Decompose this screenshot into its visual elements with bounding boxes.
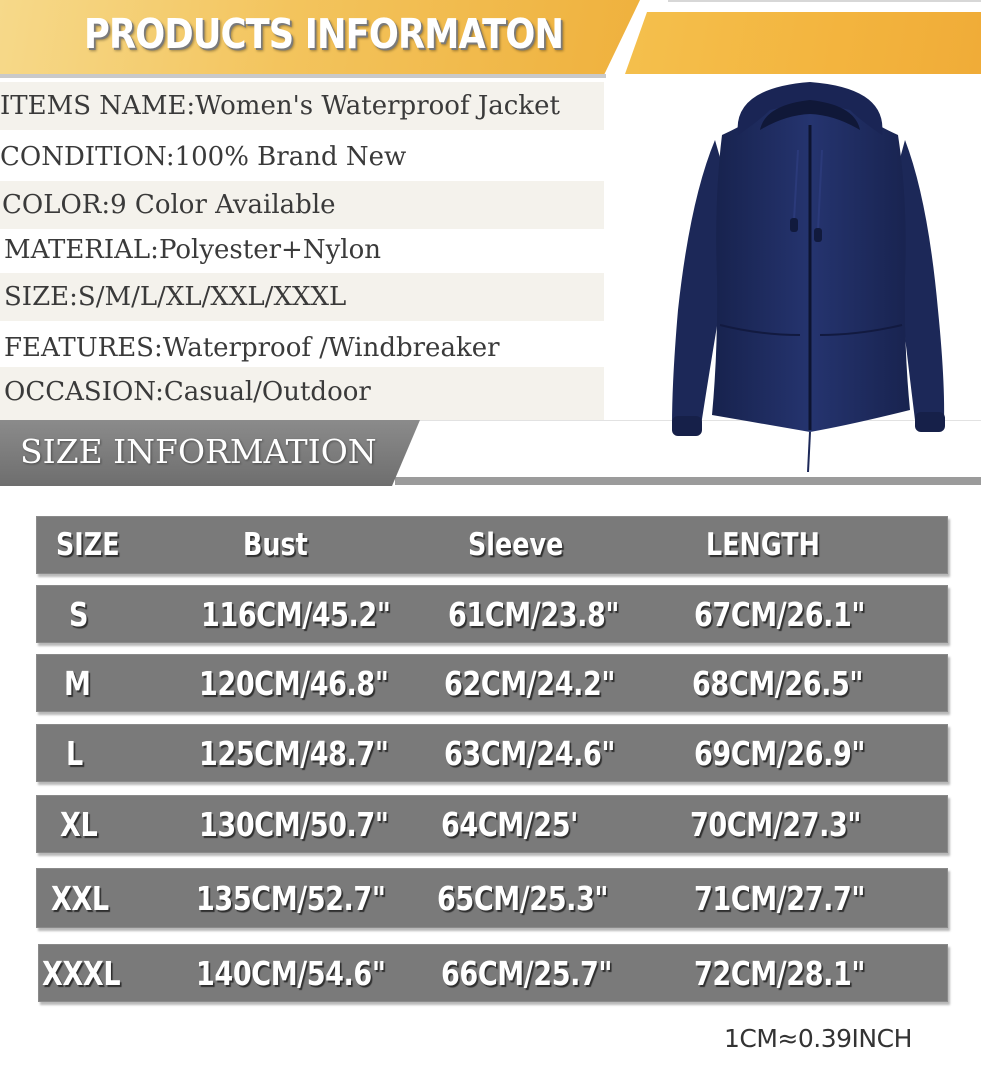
page-title: PRODUCTS INFORMATON — [84, 10, 564, 58]
info-occasion: OCCASION:Casual/Outdoor — [0, 367, 604, 421]
table-row — [36, 724, 948, 782]
length-cell: 67CM/26.1" — [694, 594, 866, 634]
header-banner-shadow — [0, 74, 606, 78]
size-cell: L — [66, 733, 83, 773]
header-accent-stripe — [625, 12, 981, 74]
table-row — [36, 868, 948, 928]
table-row — [36, 654, 948, 712]
bust-cell: 135CM/52.7" — [196, 878, 386, 918]
size-cell: M — [64, 663, 91, 703]
bust-cell: 116CM/45.2" — [201, 594, 391, 634]
header-bust: Bust — [243, 527, 308, 563]
bust-cell: 140CM/54.6" — [196, 953, 386, 993]
sleeve-cell: 62CM/24.2" — [444, 663, 616, 703]
size-section-title: SIZE INFORMATION — [20, 432, 377, 471]
sleeve-cell: 66CM/25.7" — [441, 953, 613, 993]
size-cell: XXXL — [42, 953, 121, 993]
info-color: COLOR:9 Color Available — [0, 181, 604, 229]
jacket-image — [660, 80, 960, 480]
sleeve-cell: 61CM/23.8" — [448, 594, 620, 634]
table-header-row — [36, 516, 948, 574]
length-cell: 69CM/26.9" — [694, 733, 866, 773]
info-condition: CONDITION:100% Brand New — [0, 142, 407, 172]
sleeve-cell: 63CM/24.6" — [444, 733, 616, 773]
length-cell: 70CM/27.3" — [690, 804, 862, 844]
header-length: LENGTH — [706, 527, 820, 563]
table-row — [36, 585, 948, 643]
table-row — [38, 944, 948, 1002]
size-cell: XL — [60, 804, 98, 844]
info-items-name: ITEMS NAME:Women's Waterproof Jacket — [0, 82, 604, 130]
size-cell: S — [69, 594, 89, 634]
unit-conversion-note: 1CM≈0.39INCH — [724, 1024, 912, 1053]
info-features: FEATURES:Waterproof /Windbreaker — [4, 333, 500, 363]
header-size: SIZE — [56, 527, 120, 563]
table-row — [36, 795, 948, 853]
bust-cell: 120CM/46.8" — [199, 663, 389, 703]
length-cell: 71CM/27.7" — [694, 878, 866, 918]
info-material: MATERIAL:Polyester+Nylon — [4, 235, 381, 265]
bust-cell: 130CM/50.7" — [199, 804, 389, 844]
length-cell: 72CM/28.1" — [694, 953, 866, 993]
size-cell: XXL — [51, 878, 109, 918]
sleeve-cell: 64CM/25' — [441, 804, 578, 844]
length-cell: 68CM/26.5" — [692, 663, 864, 703]
sleeve-cell: 65CM/25.3" — [437, 878, 609, 918]
header-top-line — [668, 0, 981, 2]
bust-cell: 125CM/48.7" — [199, 733, 389, 773]
header-sleeve: Sleeve — [468, 527, 564, 563]
info-size: SIZE:S/M/L/XL/XXL/XXXL — [0, 273, 604, 321]
